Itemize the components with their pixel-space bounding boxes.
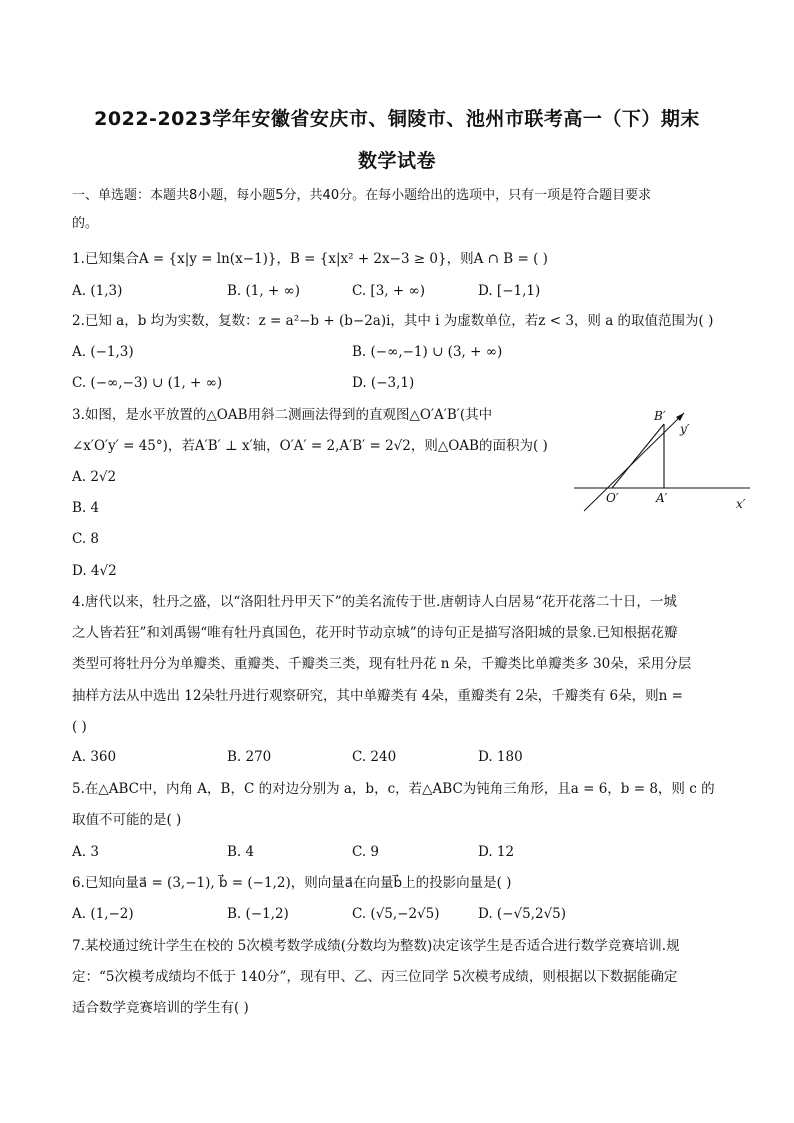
q4-option-d: D. 180 <box>478 749 523 765</box>
question-4-line4: 抽样方法从中选出 12朵牡丹进行观察研究，其中单瓣类有 4朵，重瓣类有 2朵，千瓣类有 6朵，则n = <box>72 688 683 704</box>
question-3-stem-line2: ∠x′O′y′ = 45°)，若A′B′ ⊥ x′轴，O′A′ = 2,A′B′ = 2√2，则△OAB的面积为( ) <box>72 438 548 454</box>
q4-option-c: C. 240 <box>352 749 397 765</box>
question-5-line1: 5.在△ABC中，内角 A，B，C 的对边分别为 a，b，c，若△ABC为钝角三角形，且a = 6，b = 8，则 c 的 <box>72 781 715 797</box>
q2-option-c: C. (−∞,−3) ∪ (1, + ∞) <box>72 375 223 391</box>
q4-option-b: B. 270 <box>227 749 272 765</box>
exam-title-line1: 2022-2023学年安徽省安庆市、铜陵市、池州市联考高一（下）期末 <box>94 108 700 130</box>
label-o: O′ <box>606 491 619 505</box>
segment-ob <box>612 424 664 488</box>
q6-option-c: C. (√5,−2√5) <box>352 906 440 922</box>
question-4-line2: 之人皆若狂”和刘禹锡“唯有牡丹真国色，花开时节动京城”的诗句正是描写洛阳城的景象.已知根据花瓣 <box>72 625 678 641</box>
section-header-cont: 的。 <box>72 216 99 231</box>
q5-option-c: C. 9 <box>352 844 380 860</box>
label-x: x′ <box>736 497 746 511</box>
q1-option-a: A. (1,3) <box>72 283 123 299</box>
q5-option-b: B. 4 <box>227 844 255 860</box>
q2-option-d: D. (−3,1) <box>352 375 415 391</box>
question-6-stem: 6.已知向量a⃗ = (3,−1), b⃗ = (−1,2)，则向量a⃗在向量b⃗上的投影向量是( ) <box>72 875 512 891</box>
section-header: 一、单选题：本题共8小题，每小题5分，共40分。在每小题给出的选项中，只有一项是符合题目要求 <box>72 188 652 203</box>
q5-option-d: D. 12 <box>478 844 515 860</box>
question-4-line1: 4.唐代以来，牡丹之盛，以“洛阳牡丹甲天下”的美名流传于世.唐朝诗人白居易“花开花落二十日，一城 <box>72 594 677 610</box>
question-4-line5: ( ) <box>72 719 87 735</box>
label-b: B′ <box>654 409 666 423</box>
q4-option-a: A. 360 <box>72 749 117 765</box>
question-1-stem: 1.已知集合A = {x|y = ln(x−1)}，B = {x|x² + 2x−3 ≥ 0}，则A ∩ B = ( ) <box>72 251 548 267</box>
q3-option-c: C. 8 <box>72 531 100 547</box>
q2-option-b: B. (−∞,−1) ∪ (3, + ∞) <box>352 344 503 360</box>
q6-option-b: B. (−1,2) <box>227 906 289 922</box>
q1-option-b: B. (1, + ∞) <box>227 283 301 299</box>
q3-option-a: A. 2√2 <box>72 469 117 485</box>
question-2-stem: 2.已知 a，b 均为实数，复数：z = a²−b + (b−2a)i，其中 i 为虚数单位，若z < 3，则 a 的取值范围为( ) <box>72 313 714 329</box>
q6-option-d: D. (−√5,2√5) <box>478 906 567 922</box>
question-3-stem-line1: 3.如图，是水平放置的△OAB用斜二测画法得到的直观图△O′A′B′(其中 <box>72 407 493 423</box>
exam-title-line2: 数学试卷 <box>357 150 436 172</box>
y-axis-line <box>584 413 684 511</box>
q6-option-a: A. (1,−2) <box>72 906 134 922</box>
question-7-line3: 适合数学竞赛培训的学生有( ) <box>72 1000 249 1016</box>
q1-option-c: C. [3, + ∞) <box>352 283 425 299</box>
q3-option-d: D. 4√2 <box>72 563 117 579</box>
q2-option-a: A. (−1,3) <box>72 344 134 360</box>
q1-option-d: D. [−1,1) <box>478 283 541 299</box>
question-4-line3: 类型可将牡丹分为单瓣类、重瓣类、千瓣类三类，现有牡丹花 n 朵，千瓣类比单瓣类多 30朵，采用分层 <box>72 656 692 672</box>
q3-oblique-figure <box>568 400 758 520</box>
label-y: y′ <box>680 422 690 436</box>
label-a: A′ <box>656 491 668 505</box>
question-5-line2: 取值不可能的是( ) <box>72 812 182 828</box>
question-7-line2: 定：“5次模考成绩均不低于 140分”，现有甲、乙、丙三位同学 5次模考成绩，则根据以下数据能确定 <box>72 969 678 985</box>
question-7-line1: 7.某校通过统计学生在校的 5次模考数学成绩(分数均为整数)决定该学生是否适合进行数学竞赛培训.规 <box>72 938 680 954</box>
q3-option-b: B. 4 <box>72 500 100 516</box>
q5-option-a: A. 3 <box>72 844 99 860</box>
